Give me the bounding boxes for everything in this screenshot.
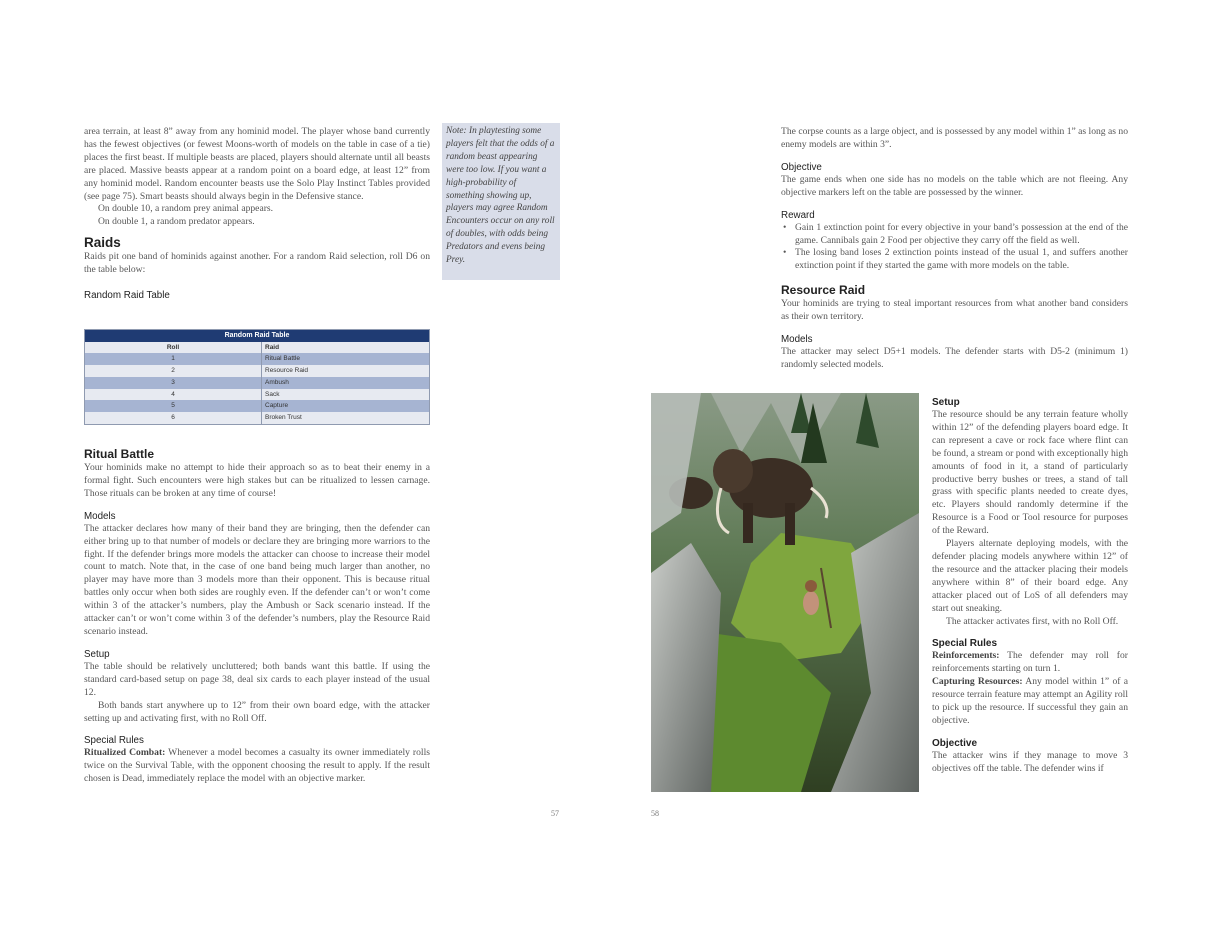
table-cell-raid: Resource Raid [262, 365, 430, 377]
objective-heading: Objective [932, 737, 978, 749]
special-rules-paragraph [84, 747, 430, 786]
left-column [84, 126, 430, 302]
table-row [85, 412, 430, 424]
table-caption: Random Raid Table [85, 330, 430, 342]
table-row [85, 400, 430, 412]
reinforcements-term: Reinforcements: [932, 650, 1000, 662]
random-raid-table-heading: Random Raid Table [84, 290, 170, 302]
page-number-left: 57 [551, 809, 559, 818]
double-10-line: On double 10, a random prey animal appears. [98, 203, 274, 215]
miniature-diorama-photo [651, 393, 919, 792]
table-cell-raid: Ambush [262, 377, 430, 389]
table-row [85, 389, 430, 401]
random-raid-table [84, 329, 430, 425]
resource-setup-paragraph-3: The attacker activates first, with no Roll Off. [946, 615, 1119, 627]
resource-objective-paragraph: The attacker wins if they manage to move 3 objectives off the table. The defender wins if [932, 749, 1128, 774]
table-cell-raid: Capture [262, 400, 430, 412]
setup-paragraph-1: The table should be relatively uncluttered; both bands want this battle. If using the standard card-based setup on page 38, deal six cards to each player instead of the usual 12. [84, 660, 430, 698]
resource-models-heading: Models [781, 334, 813, 346]
corpse-paragraph: The corpse counts as a large object, and is possessed by any model within 1” as long as no enemy models are within 3”. [781, 126, 1128, 150]
resource-setup-paragraph-1: The resource should be any terrain feature wholly within 12” of the defending players board edge. It can represent a cave or rock face where flint can be found, a stream or pond with exceptionally high amounts of food in it, a stand of particularly productive berry bushes or trees, a stand of tall grass with specific plants needed to create dyes, etc. Players should randomly determine if the Resource is a Food or Tool resource for purposes of the Reward. [932, 409, 1128, 537]
raids-heading: Raids [84, 235, 121, 251]
ritualized-combat-term: Ritualized Combat: [84, 747, 166, 759]
table-header-raid: Raid [262, 342, 430, 354]
raids-paragraph: Raids pit one band of hominids against another. For a random Raid selection, roll D6 on the table below: [84, 251, 430, 276]
diorama-illustration [651, 393, 919, 792]
table-cell-roll: 1 [85, 353, 262, 365]
capturing-paragraph [932, 676, 1128, 728]
ritual-battle-heading: Ritual Battle [84, 447, 155, 461]
setup-heading: Setup [932, 397, 960, 408]
table-row [85, 365, 430, 377]
left-column-lower [84, 446, 430, 786]
ritual-battle-paragraph: Your hominids make no attempt to hide their approach so as to beat their enemy in a formal fight. Such encounters were high stakes but can be ritualized to lessen carnage. Those rituals can be broken at any time of course! [84, 462, 430, 499]
reward-list [781, 222, 1128, 274]
resource-raid-paragraph: Your hominids are trying to steal important resources from what another band considers as their own territory. [781, 298, 1128, 323]
table-cell-roll: 2 [85, 365, 262, 377]
resource-setup-paragraph-2: Players alternate deploying models, with the defender placing models anywhere within 12” of the resource and the attacker placing their models anywhere within 8” of their board edge. Any attacker placed out of LoS of all defenders may start out sneaking. [932, 538, 1128, 614]
ritualized-combat-text: Whenever a model becomes a casualty its owner immediately rolls twice on the Survival Table, with the opponent choosing the result to apply. If the result chosen is Dead, immediately replace the model with an objective marker. [84, 747, 430, 785]
capturing-resources-term: Capturing Resources: [932, 676, 1023, 688]
models-heading: Models [84, 510, 116, 522]
special-rules-heading: Special Rules [84, 735, 144, 747]
resource-models-paragraph: The attacker may select D5+1 models. The defender starts with D5-2 (minimum 1) randomly selected models. [781, 346, 1128, 370]
sidebar-note: Note: In playtesting some players felt that the odds of a random beast appearing were too low. If you want a high-probability of something showing up, players may agree Random Encounters occur on any roll of doubles, with odds being Predators and evens being Prey. [442, 123, 560, 280]
special-rules-heading: Special Rules [932, 638, 998, 650]
setup-paragraph-2: Both bands start anywhere up to 12” from their own board edge, with the attacker setting up and activating first, with no Roll Off. [84, 699, 430, 724]
models-paragraph: The attacker declares how many of their band they are bringing, then the defender can either bring up to that number of models or declare they are bringing more warriors to the fight. If the defender brings more models the attacker can choose to increase their model count to match. Note that, in the case of one band being much larger than another, no player may have more than 3 models more than their opponent. This is because ritual battles only occur when both sides are roughly even. If the defender can’t or won’t come within 3 of the attacker’s numbers, play the Ambush or Sack scenario instead. If the attacker can’t or won’t come within 3 of the defender’s numbers, play the Resource Raid scenario instead. [84, 522, 430, 637]
objective-paragraph: The game ends when one side has no models on the table which are not fleeing. Any objective markers left on the table are possessed by the winner. [781, 173, 1128, 198]
table-cell-roll: 6 [85, 412, 262, 424]
table-header-roll: Roll [85, 342, 262, 354]
table-cell-raid: Broken Trust [262, 412, 430, 424]
table-cell-raid: Ritual Battle [262, 353, 430, 365]
reward-heading: Reward [781, 209, 815, 221]
double-1-line: On double 1, a random predator appears. [98, 216, 255, 228]
page-number-right: 58 [651, 809, 659, 818]
setup-heading: Setup [84, 648, 110, 660]
resource-raid-heading: Resource Raid [781, 283, 866, 298]
reinforcements-text: The defender may roll for reinforcements starting on turn 1. [932, 650, 1128, 675]
table-cell-roll: 3 [85, 377, 262, 389]
objective-heading: Objective [781, 161, 822, 173]
right-column-lower [932, 396, 1128, 776]
reinforcements-paragraph [932, 650, 1128, 676]
list-item: • The losing band loses 2 extinction points instead of the usual 1, and suffers another extinction point if they started the game with more models on the table. [795, 247, 1128, 273]
right-column [781, 126, 1128, 372]
table-cell-roll: 4 [85, 389, 262, 401]
table-row [85, 353, 430, 365]
capturing-resources-text: Any model within 1” of a resource terrain feature may attempt an Agility roll to pick up the resource. If successful they gain an objective. [932, 676, 1128, 726]
table-cell-roll: 5 [85, 400, 262, 412]
table-row [85, 377, 430, 389]
table-cell-raid: Sack [262, 389, 430, 401]
list-item: • Gain 1 extinction point for every objective in your band’s possession at the end of the game. Cannibals gain 2 Food per objective they carry off the field as well. [795, 222, 1128, 248]
intro-paragraph: area terrain, at least 8” away from any hominid model. The player whose band currently has the fewest objectives (or fewest Moons-worth of models on the table in case of a tie) places the first beast. If multiple beasts are placed, players should alternate until all beasts are placed. Massive beasts appear at a random point on a board edge, at least 12” from any hominid model. Random encounter beasts use the Solo Play Instinct Tables provided (see page 75). Smart beasts should always begin in the Defensive stance. [84, 126, 430, 202]
